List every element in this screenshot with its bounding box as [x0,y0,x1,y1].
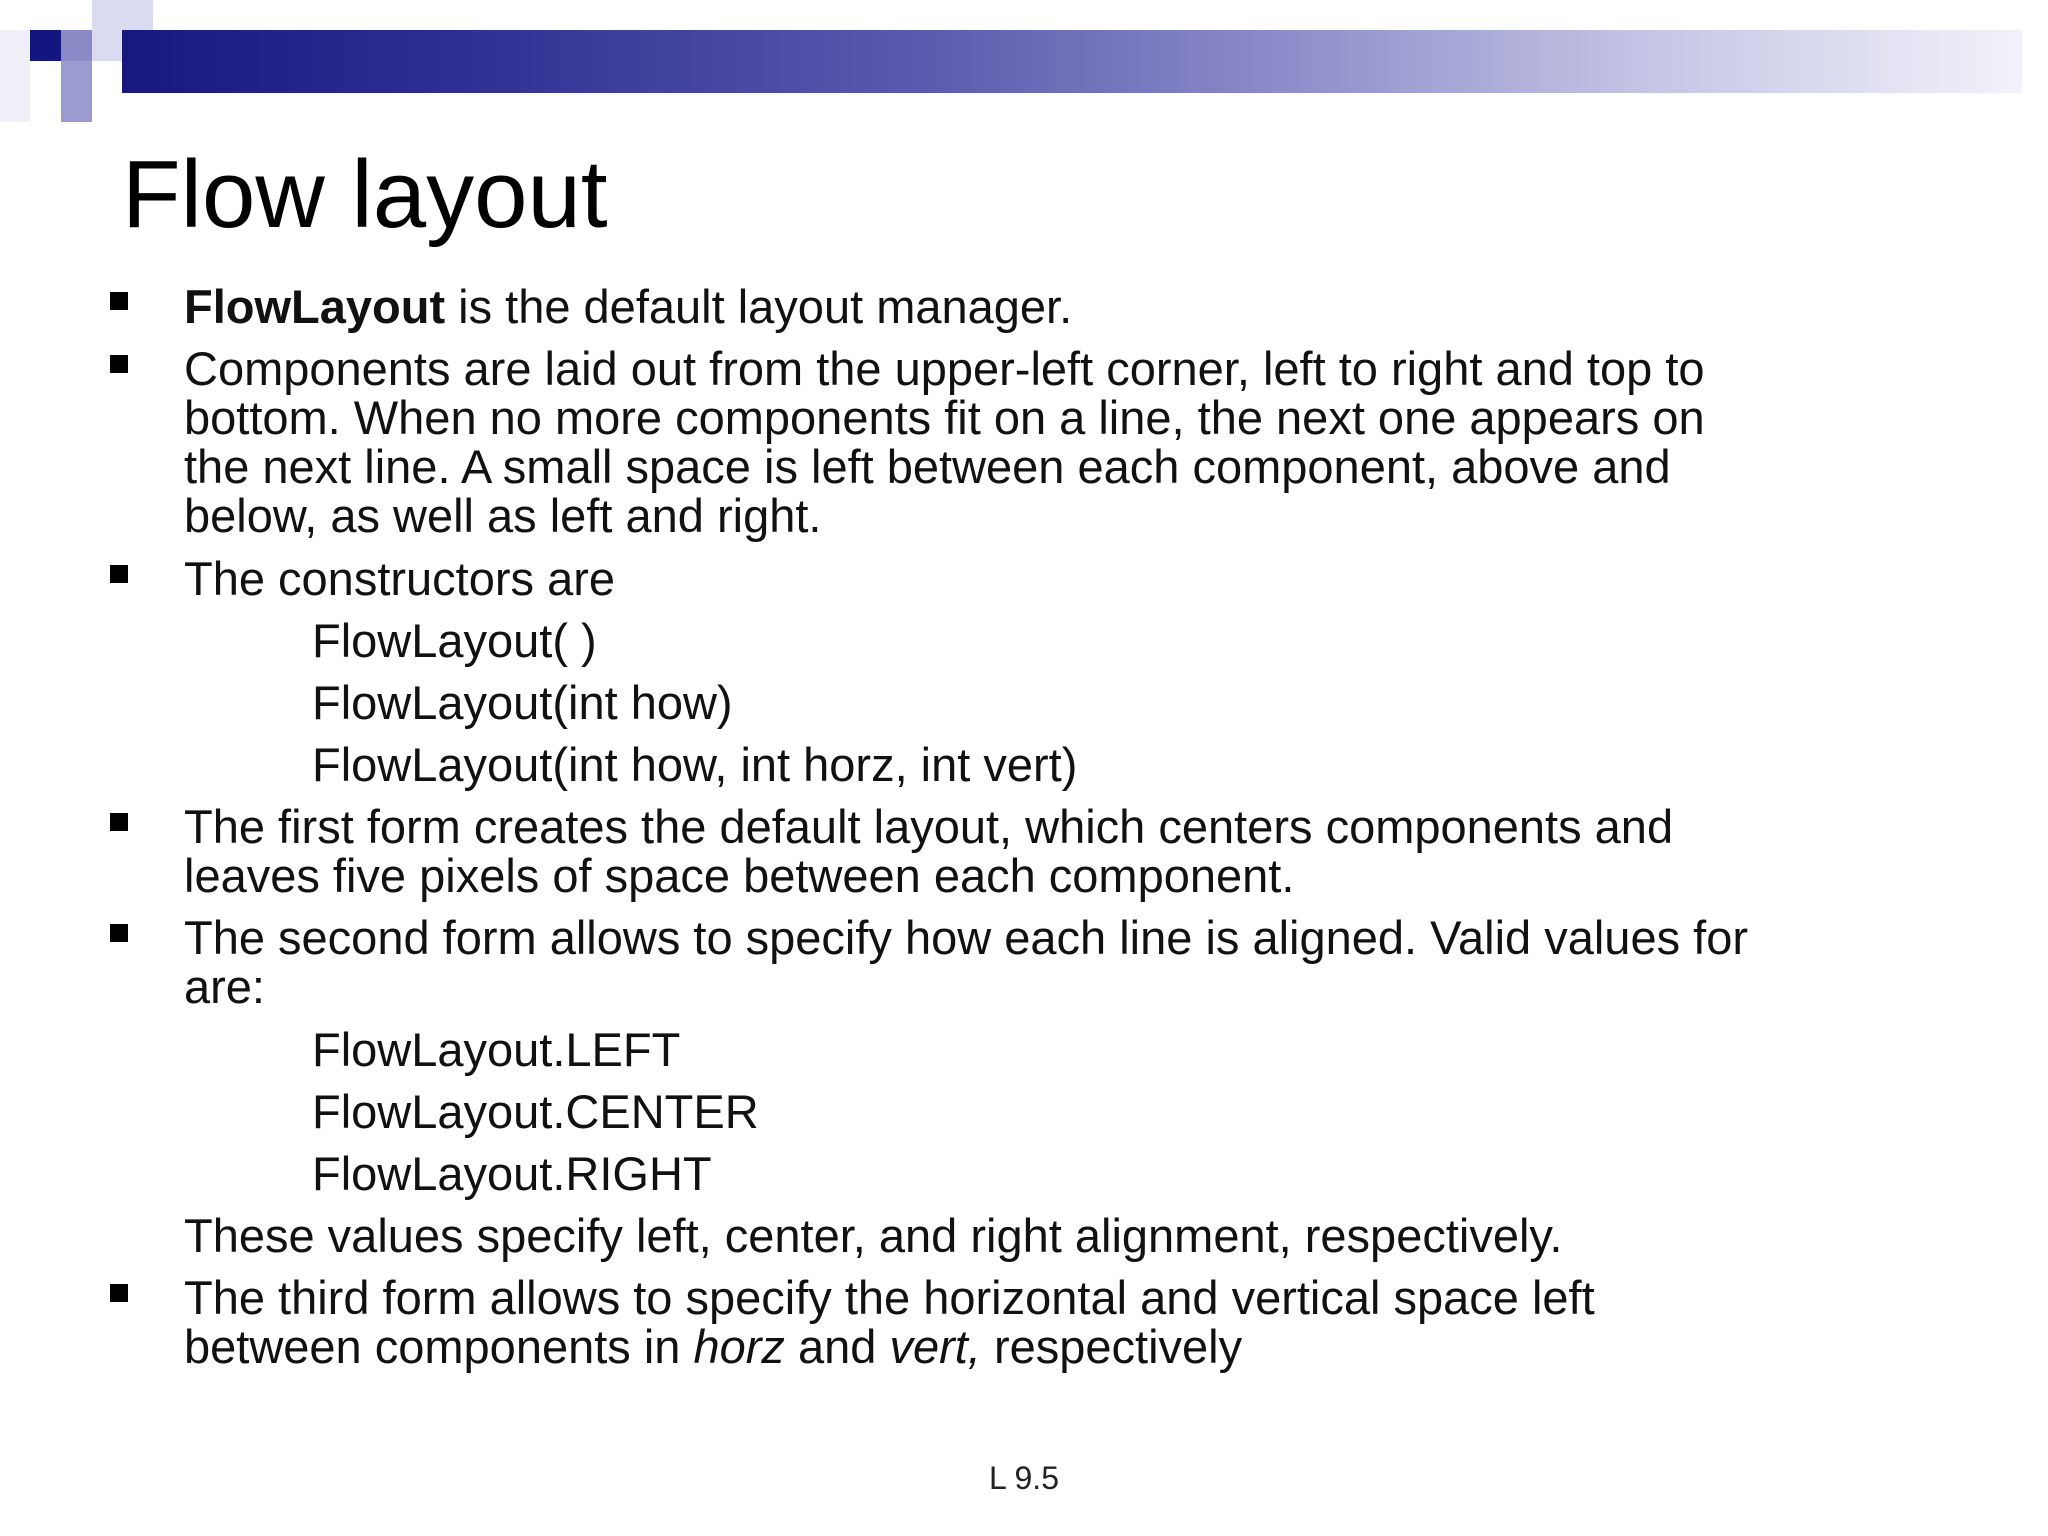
header-square [30,61,61,92]
bullet-2-line: below, as well as left and right. [184,489,822,542]
bullet-1-bold: FlowLayout [184,280,446,333]
bullet-4-line: The first form creates the default layout, which centers components and [184,800,1674,853]
bullet-6-text: respectively [980,1320,1243,1373]
bullet-6-italic: vert, [889,1320,981,1373]
bullet-icon [110,813,128,831]
constructor-line: FlowLayout( ) [312,614,597,667]
constructor-line: FlowLayout(int how) [312,676,733,729]
bullet-6-text: and [784,1320,890,1373]
header-square [92,61,122,93]
alignment-line: FlowLayout.RIGHT [312,1147,712,1200]
header-square [61,61,92,122]
bullet-icon [110,924,128,942]
slide-title: Flow layout [122,141,608,248]
constructor-line: FlowLayout(int how, int horz, int vert) [312,738,1078,791]
bullet-icon [110,355,128,373]
header-square [0,30,30,122]
bullet-2 [184,344,1924,540]
bullet-6-text: between components in [184,1320,694,1373]
alignment-line: FlowLayout.LEFT [312,1023,681,1076]
bullet-2-line: the next line. A small space is left between each component, above and [184,440,1671,493]
bullet-4-line: leaves five pixels of space between each component. [184,849,1295,902]
header-gradient-band [122,30,2022,93]
header-square [61,30,92,61]
bullet-2-line: bottom. When no more components fit on a line, the next one appears on [184,391,1705,444]
bullet-icon [110,292,128,310]
alignment-note: These values specify left, center, and right alignment, respectively. [184,1209,1563,1262]
bullet-icon [110,1284,128,1302]
bullet-5-line: are: [184,960,265,1013]
bullet-5 [184,913,1924,1011]
bullet-6 [184,1273,1924,1371]
bullet-6-line [184,1322,1924,1371]
bullet-1 [184,282,1924,331]
alignment-line: FlowLayout.CENTER [312,1085,759,1138]
slide-number: L 9.5 [989,1460,1059,1496]
bullet-icon [110,565,128,583]
bullet-4 [184,802,1924,900]
header-square [30,30,61,61]
bullet-6-line: The third form allows to specify the horizontal and vertical space left [184,1271,1595,1324]
bullet-2-line: Components are laid out from the upper-left corner, left to right and top to [184,342,1705,395]
bullet-5-line: The second form allows to specify how each line is aligned. Valid values for [184,911,1748,964]
bullet-1-rest: is the default layout manager. [445,280,1073,333]
bullet-3: The constructors are [184,552,616,605]
bullet-6-italic: horz [693,1320,785,1373]
